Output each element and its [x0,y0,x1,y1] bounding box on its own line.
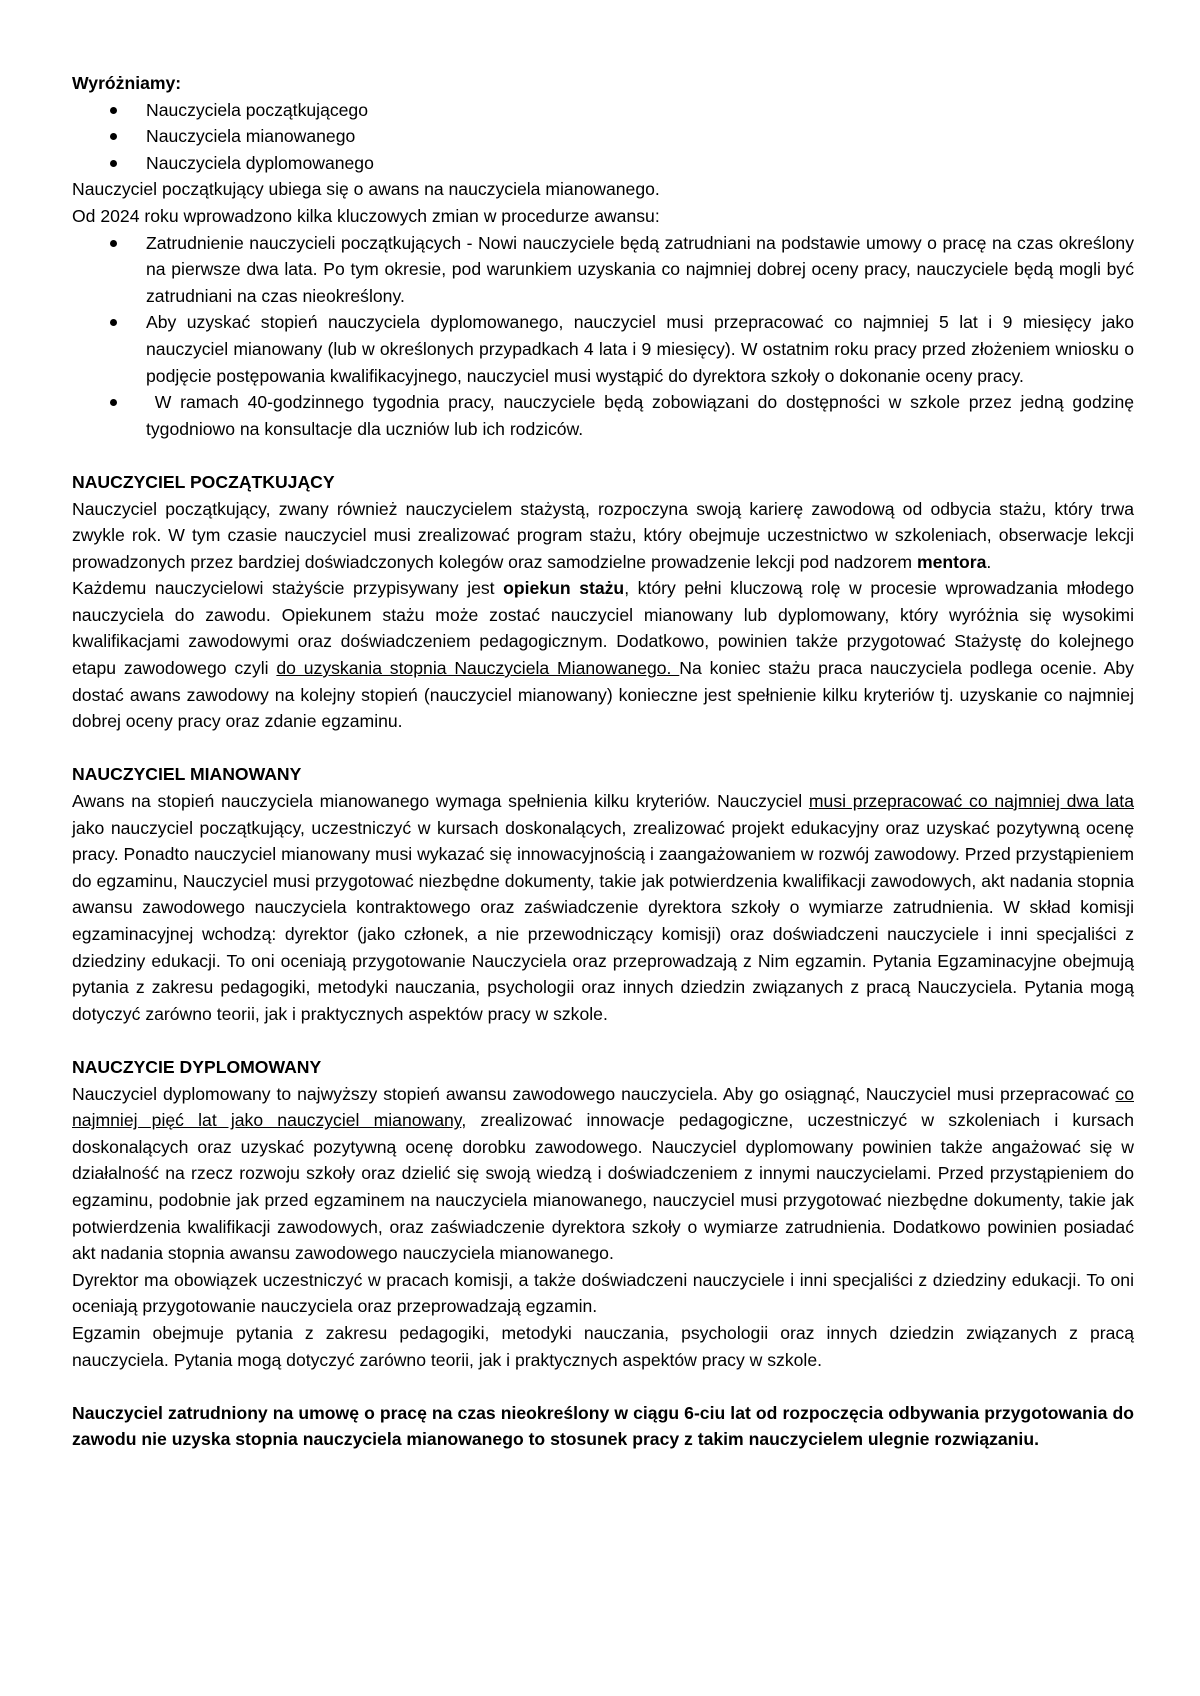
list-item [72,309,1134,389]
section-heading-beginner: NAUCZYCIEL POCZĄTKUJĄCY [72,471,335,492]
section-paragraph: Egzamin obejmuje pytania z zakresu pedagogiki, metodyki nauczania, psychologii oraz innych dziedzin związanych z pracą nauczyciela. Pytania mogą dotyczyć zarówno teorii, jak i praktycznych aspektów pracy w szkole. [72,1322,1134,1370]
list-item-text: Zatrudnienie nauczycieli początkujących - Nowi nauczyciele będą zatrudniani na podstawie umowy o pracę na czas określony na pierwsze dwa lata. Po tym okresie, pod warunkiem uzyskania co najmniej dobrej oceny pracy, nauczyciele będą mogli być zatrudniani na czas nieokreślony. [146,232,1134,306]
bullet-icon [110,399,117,406]
intro-heading: Wyróżniamy: [72,73,182,93]
paragraph-text: , zrealizować innowacje pedagogiczne, uczestniczyć w szkoleniach i kursach doskonalących oraz uzyskać pozytywną ocenę dorobku zawodowego. Nauczyciel dyplomowany powinien także angażować się w działalność na rzecz rozwoju szkoły oraz dzielić się swoją wiedzą i doświadczeniem z innymi nauczycielami. Przed przystąpieniem do egzaminu, podobnie jak przed egzaminem na nauczyciela mianowanego, nauczyciel musi przygotować niezbędne dokumenty, takie jak potwierdzenia kwalifikacji zawodowych, oraz zaświadczenie dyrektora szkoły o wymiarze zatrudnienia. Dodatkowo powinien posiadać akt nadania stopnia awansu zawodowego nauczyciela mianowanego. [72,1110,1134,1264]
changes-list [72,230,1139,443]
section-heading-chartered: NAUCZYCIE DYPLOMOWANY [72,1056,322,1077]
closing-note: Nauczyciel zatrudniony na umowę o pracę na czas nieokreślony w ciągu 6-ciu lat od rozpoczęcia odbywania przygotowania do zawodu nie uzyska stopnia nauczyciela mianowanego to stosunek pracy z takim nauczycielem ulegnie rozwiązaniu. [72,1402,1134,1450]
underlined-text: co najmniej pięć lat jako nauczyciel mianowany [72,1083,1134,1131]
bold-term-mentor: mentora [916,551,987,572]
bullet-icon [110,133,117,140]
list-item [72,123,1134,150]
underlined-text: do uzyskania stopnia Nauczyciela Mianowanego. [276,658,680,679]
spacer [72,1373,1134,1400]
teacher-levels-list [72,97,1134,177]
bullet-icon [110,107,117,114]
list-item-text: Nauczyciela początkującego [146,99,369,120]
list-item [72,150,1134,177]
section-paragraph [72,575,1134,735]
section-heading-appointed: NAUCZYCIEL MIANOWANY [72,764,302,785]
paragraph-text: Na koniec stażu praca nauczyciela podlega ocenie. Aby dostać awans zawodowy na kolejny stopień (nauczyciel mianowany) konieczne jest spełnienie kilku kryteriów tj. uzyskanie co najmniej dobrej oceny pracy oraz zdanie egzaminu. [72,658,1134,732]
list-item-text: W ramach 40-godzinnego tygodnia pracy, nauczyciele będą zobowiązani do dostępności w szkole przez jedną godzinę tygodniowo na konsultacje dla uczniów lub ich rodziców. [146,392,1139,439]
section-paragraph: Dyrektor ma obowiązek uczestniczyć w pracach komisji, a także doświadczeni nauczyciele i inni specjaliści z dziedziny edukacji. To oni oceniają przygotowanie nauczyciela oraz przeprowadzają egzamin. [72,1269,1134,1317]
section-paragraph [72,788,1134,1027]
paragraph-text: . [986,551,992,572]
paragraph-text: Nauczyciel dyplomowany to najwyższy stopień awansu zawodowego nauczyciela. Aby go osiągnąć, Nauczyciel musi przepracować [72,1083,1116,1104]
list-item-text: Nauczyciela dyplomowanego [146,152,374,173]
intro-line-2: Od 2024 roku wprowadzono kilka kluczowych zmian w procedurze awansu: [72,205,660,226]
list-item-text: Aby uzyskać stopień nauczyciela dyplomowanego, nauczyciel musi przepracować co najmniej 5 lat i 9 miesięcy jako nauczyciel mianowany (lub w określonych przypadkach 4 lata i 9 miesięcy). W ostatnim roku pracy przed złożeniem wniosku o podjęcie postępowania kwalifikacyjnego, nauczyciel musi wystąpić do dyrektora szkoły o dokonanie oceny pracy. [146,312,1134,386]
bold-term-internship-supervisor: opiekun stażu [503,578,625,599]
bullet-icon [110,319,117,326]
spacer [72,1027,1134,1054]
list-item [72,97,1134,124]
section-paragraph [72,496,1134,576]
spacer [72,735,1134,762]
document-page [72,70,1139,1453]
intro-line-1: Nauczyciel początkujący ubiega się o awans na nauczyciela mianowanego. [72,179,660,200]
list-item [72,230,1134,310]
paragraph-text: Każdemu nauczycielowi stażyście przypisywany jest [72,578,504,599]
list-item-text: Nauczyciela mianowanego [146,126,356,147]
paragraph-text: Nauczyciel początkujący, zwany również nauczycielem stażystą, rozpoczyna swoją karierę zawodową od odbycia stażu, który trwa zwykle rok. W tym czasie nauczyciel musi zrealizować program stażu, który obejmuje uczestnictwo w szkoleniach, obserwacje lekcji prowadzonych przez bardziej doświadczonych kolegów oraz samodzielne prowadzenie lekcji pod nadzorem [72,498,1134,572]
spacer [72,442,1134,469]
paragraph-text: , który pełni kluczową rolę w procesie wprowadzania młodego nauczyciela do zawodu. Opiekunem stażu może zostać nauczyciel mianowany lub dyplomowany, który wyróżnia się wysokimi kwalifikacjami zawodowymi oraz doświadczeniem pedagogicznym. Dodatkowo, powinien także przygotować Stażystę do kolejnego etapu zawodowego czyli [72,578,1134,679]
section-paragraph [72,1081,1134,1267]
paragraph-text: jako nauczyciel początkujący, uczestniczyć w kursach doskonalących, zrealizować projekt edukacyjny oraz uzyskać pozytywną ocenę pracy. Ponadto nauczyciel mianowany musi wykazać się innowacyjnością i zaangażowaniem w rozwój zawodowy. Przed przystąpieniem do egzaminu, Nauczyciel musi przygotować niezbędne dokumenty, takie jak potwierdzenia kwalifikacji zawodowych, akt nadania stopnia awansu zawodowego nauczyciela kontraktowego oraz zaświadczenie dyrektora szkoły o wymiarze zatrudnienia. W skład komisji egzaminacyjnej wchodzą: dyrektor (jako członek, a nie przewodniczący komisji) oraz doświadczeni nauczyciele i inni specjaliści z dziedziny edukacji. To oni oceniają przygotowanie Nauczyciela oraz przeprowadzają z Nim egzamin. Pytania Egzaminacyjne obejmują pytania z zakresu pedagogiki, metodyki nauczania, psychologii oraz innych dziedzin związanych z pracą Nauczyciela. Pytania mogą dotyczyć zarówno teorii, jak i praktycznych aspektów pracy w szkole. [72,817,1134,1024]
bullet-icon [110,240,117,247]
bullet-icon [110,160,117,167]
paragraph-text: Awans na stopień nauczyciela mianowanego wymaga spełnienia kilku kryteriów. Nauczyciel [72,791,809,812]
underlined-text: musi przepracować co najmniej dwa lata [808,791,1134,812]
list-item [72,389,1139,442]
